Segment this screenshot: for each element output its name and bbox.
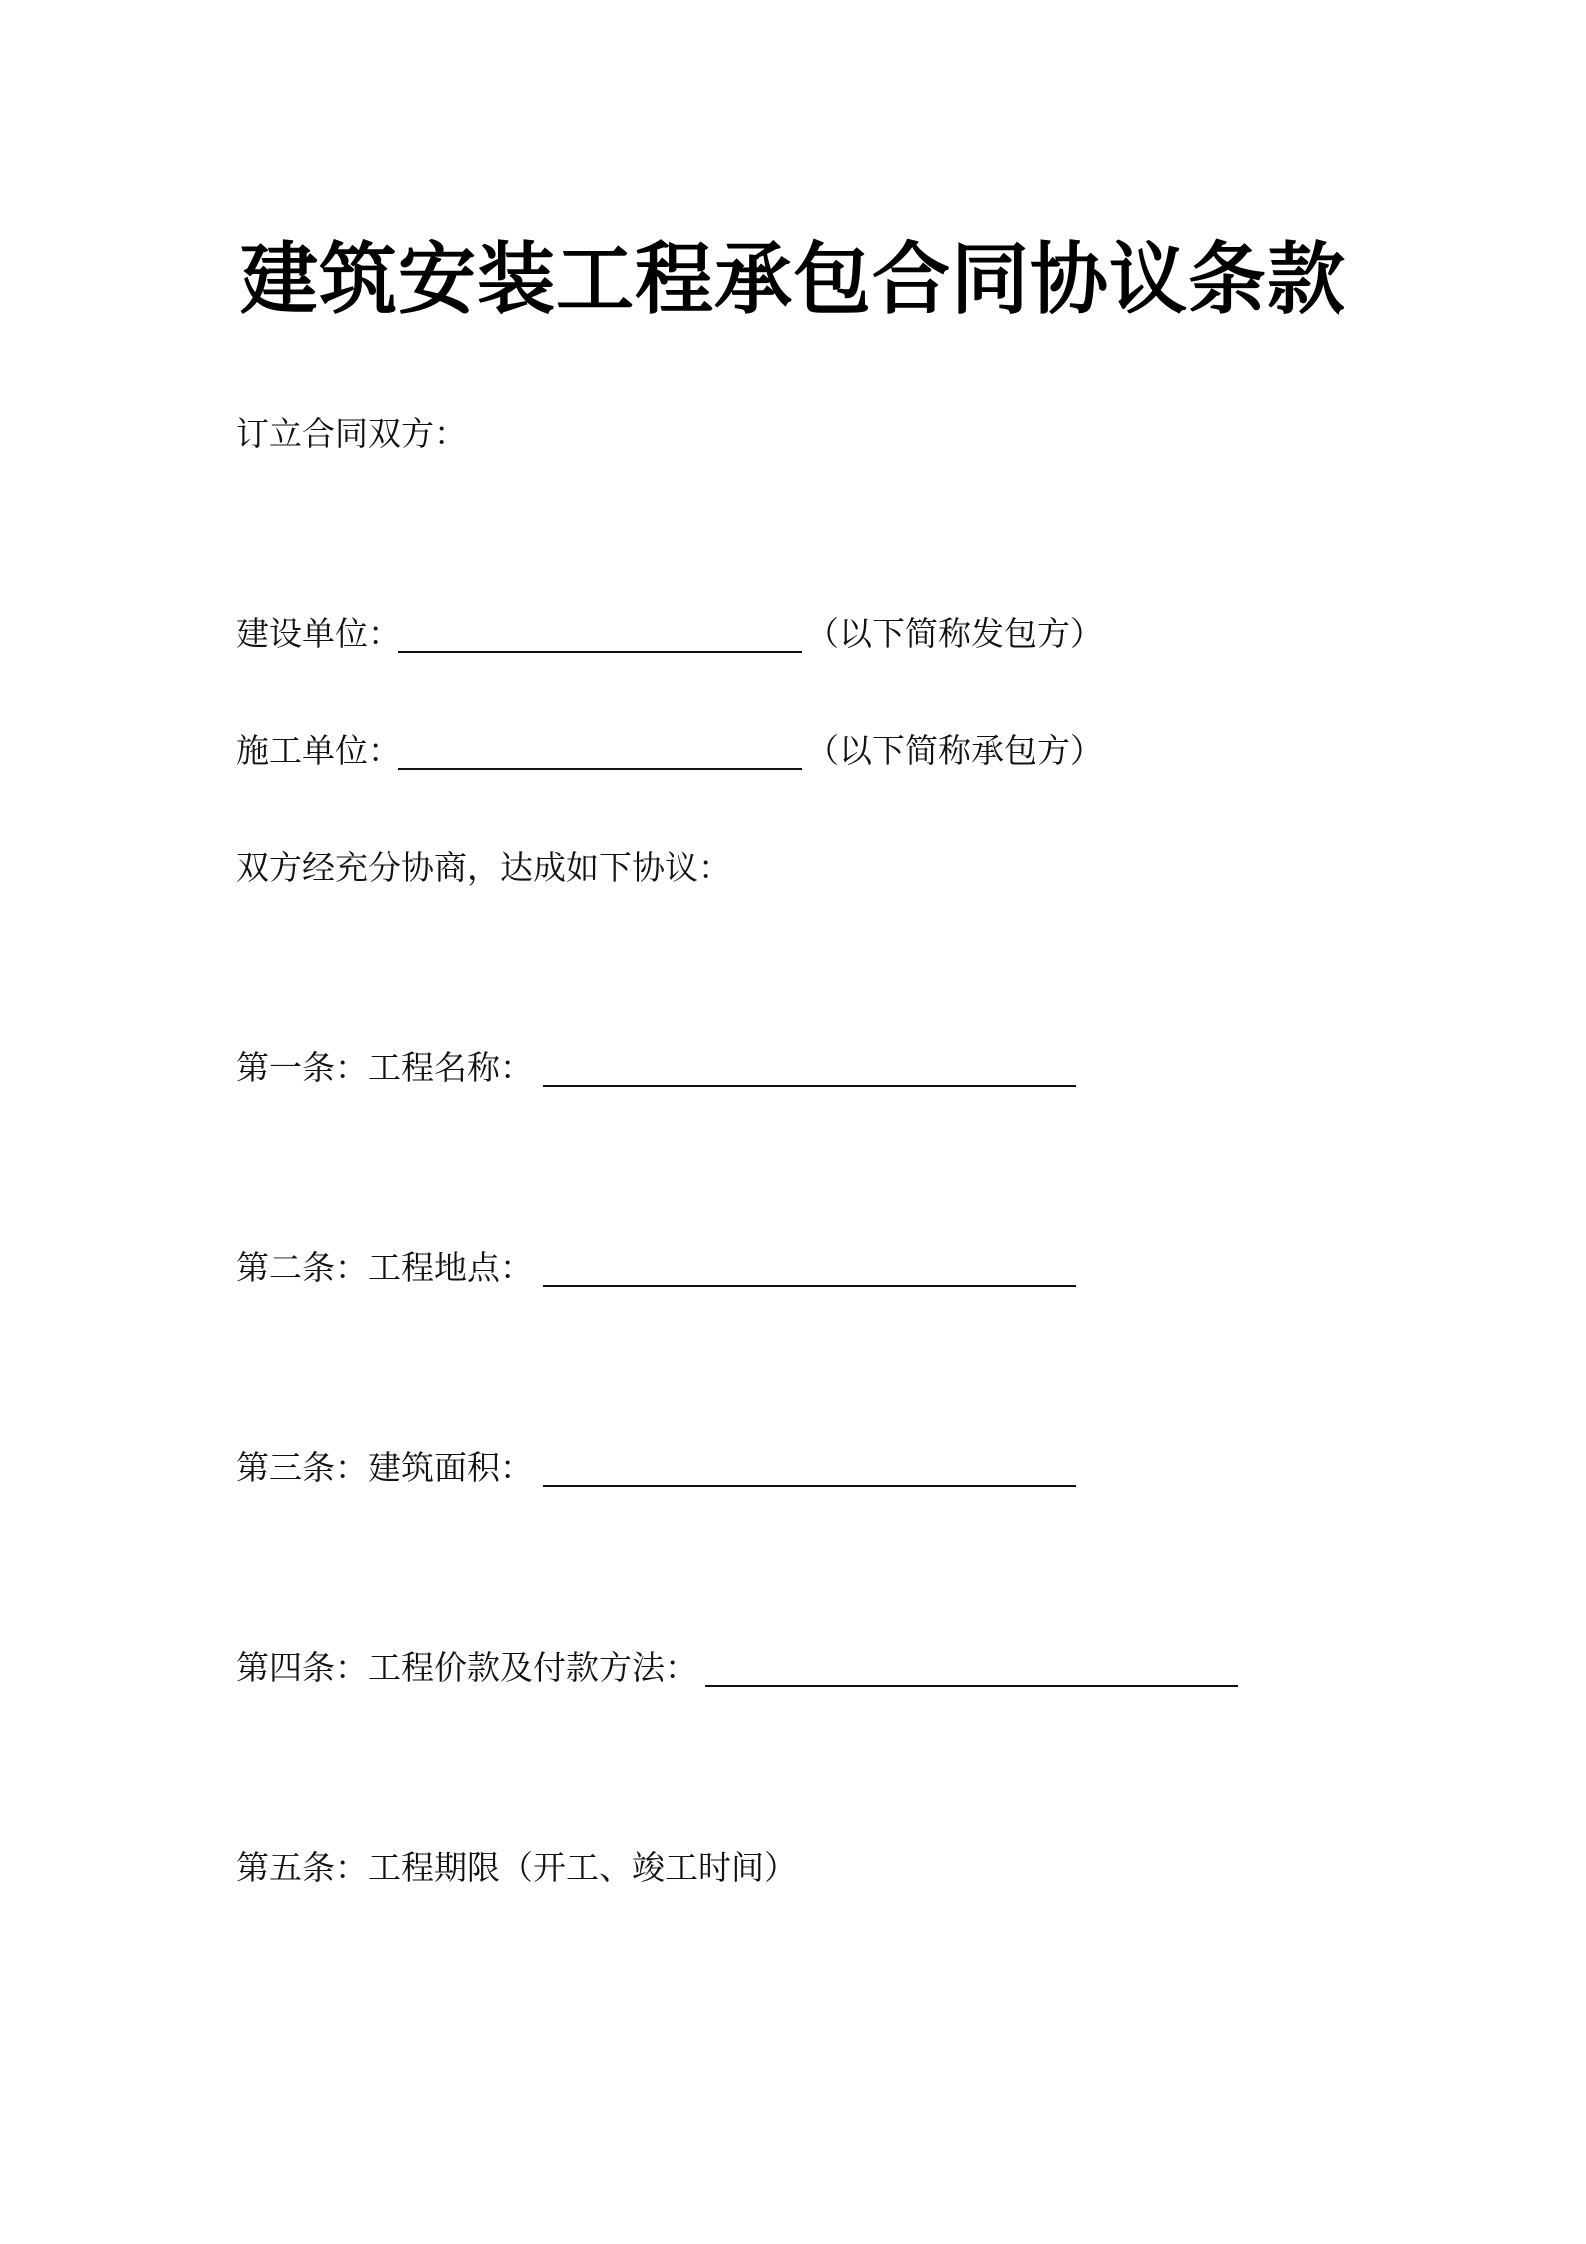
parties-intro: 订立合同双方： (236, 414, 467, 453)
document-title: 建筑安装工程承包合同协议条款 (239, 235, 1346, 325)
agreement-intro: 双方经充分协商，达成如下协议： (236, 848, 731, 887)
employer-label: 建设单位： (236, 614, 401, 653)
building-area-field[interactable] (543, 1485, 1076, 1487)
article-2-label: 第二条：工程地点： (236, 1248, 533, 1287)
article-4-label: 第四条：工程价款及付款方法： (236, 1648, 698, 1687)
article-5-label: 第五条：工程期限（开工、竣工时间） (236, 1848, 797, 1887)
contractor-note: （以下简称承包方） (806, 731, 1103, 770)
contractor-label: 施工单位： (236, 731, 401, 770)
contractor-name-field[interactable] (398, 768, 802, 770)
article-3-label: 第三条：建筑面积： (236, 1448, 533, 1487)
article-1-label: 第一条：工程名称： (236, 1048, 533, 1087)
employer-name-field[interactable] (398, 651, 802, 653)
project-name-field[interactable] (543, 1085, 1076, 1087)
project-location-field[interactable] (543, 1285, 1076, 1287)
price-payment-field[interactable] (705, 1685, 1238, 1687)
employer-note: （以下简称发包方） (806, 614, 1103, 653)
